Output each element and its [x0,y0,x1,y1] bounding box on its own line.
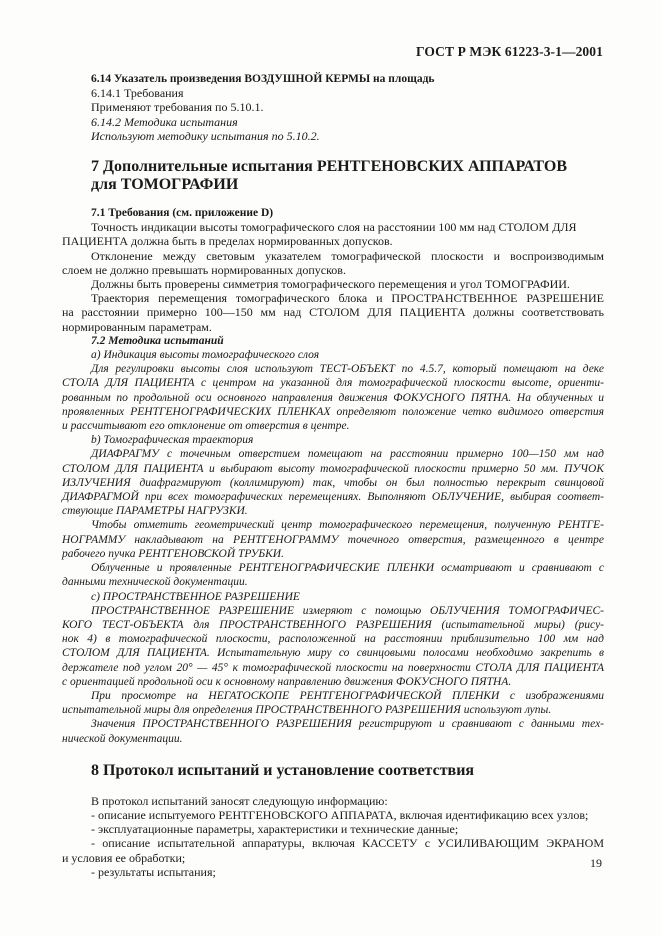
text-line: ДИАФРАГМУ с точечным отверстием помещают на расстоянии примерно 100—150 мм над [91,448,604,461]
list-item: - описание испытуемого РЕНТГЕНОВСКОГО АППАРАТА, включая идентификацию всех узлов; [91,807,589,822]
list-item: - результаты испытания; [91,864,216,879]
text-line: Отклонение между световым указателем томографической плоскости и воспроизводимым [91,248,604,263]
text-line: Должны быть проверены симметрия томографического перемещения и угол ТОМОГРАФИИ. [91,277,570,292]
text-line: слоем не должно превышать нормированных допусков. [62,262,346,277]
section-7-1-title: 7.1 Требования (см. приложение D) [91,207,274,220]
page-content [62,72,604,879]
text-line: ДИАФРАГМОЙ при всех томографических перемещениях. Выполняют ОБЛУЧЕНИЕ, выбирая соответ- [62,491,604,504]
running-header: ГОСТ Р МЭК 61223-3-1—2001 [416,44,603,59]
list-item: - эксплуатационные параметры, характеристики и технические данные; [91,822,459,837]
text-line: испытательной миры для определения ПРОСТРАНСТВЕННОГО РАЗРЕШЕНИЯ используют лупы. [62,704,552,717]
section-7-title-line2: для ТОМОГРАФИИ [91,176,239,194]
subsection-6-14-1-title: 6.14.1 Требования [91,86,184,101]
text-line: Траектория перемещения томографического блока и ПРОСТРАНСТВЕННОЕ РАЗРЕШЕНИЕ [91,291,604,306]
item-c-title: с) ПРОСТРАНСТВЕННОЕ РАЗРЕШЕНИЕ [91,590,300,603]
text-line: нормированным параметрам. [62,319,212,334]
text-line: с ориентацией продольной оси к основному направлению движения ФОКУСНОГО ПЯТНА. [62,675,512,688]
text-line: При просмотре на НЕГАТОСКОПЕ РЕНТГЕНОГРАФИЧЕСКОЙ ПЛЕНКИ с изображениями [91,689,604,702]
text-line: ПАЦИЕНТА должна быть в пределах нормированных допусков. [62,234,393,249]
paragraph: Используют методику испытания по 5.10.2. [91,128,320,143]
text-line: рованным по продольной оси основного направления движения ФОКУСНОГО ПЯТНА. На облученных и [62,391,604,404]
text-line: НОГРАММУ накладывают на РЕНТГЕНОГРАММУ точечного отверстия, размещенного в центре [62,533,604,546]
subsection-6-14-2-title: 6.14.2 Методика испытания [91,114,238,129]
paragraph: Применяют требования по 5.10.1. [91,100,264,115]
text-line: и условия ее обработки; [62,850,186,865]
text-line: Для регулировки высоты слоя используют ТЕСТ-ОБЪЕКТ по 4.5.7, который помещают на деке [91,363,604,376]
text-line: нок 4) в томографической плоскости, расположенной на расстоянии приблизительно 100 мм над [62,633,604,646]
text-line: и рассчитывают его отклонение от отверстия в центре. [62,420,350,433]
section-7-2-title: 7.2 Методика испытаний [91,334,224,347]
item-b-title: b) Томографическая траектория [91,434,254,447]
text-line: на расстоянии примерно 100—150 мм над СТОЛОМ ДЛЯ ПАЦИЕНТА должны соответствовать [62,305,604,320]
section-8-title: 8 Протокол испытаний и установление соответствия [91,761,475,779]
text-line: СТОЛА ДЛЯ ПАЦИЕНТА с центром на указанной для томографической плоскости высоте, ориенти- [62,377,604,390]
text-line: данными технической документации. [62,576,248,589]
page-number: 19 [590,856,602,870]
text-line: Облученные и проявленные РЕНТГЕНОГРАФИЧЕСКИЕ ПЛЕНКИ осматривают и сравнивают с [91,562,604,575]
list-item: - описание испытательной аппаратуры, включая КАССЕТУ с УСИЛИВАЮЩИМ ЭКРАНОМ [91,836,604,851]
text-line: нической документации. [62,732,183,745]
text-line: проявленных РЕНТГЕНОГРАФИЧЕСКИХ ПЛЕНКАХ определяют положение четко видимого отверстия [62,405,604,418]
text-line: ПРОСТРАНСТВЕННОЕ РАЗРЕШЕНИЕ измеряют с помощью ОБЛУЧЕНИЯ ТОМОГРАФИЧЕС- [91,604,604,617]
text-line: СТОЛОМ ДЛЯ ПАЦИЕНТА. Испытательную миру со свинцовыми полосами необходимо закрепить в [62,647,604,660]
section-6-14-title: 6.14 Указатель произведения ВОЗДУШНОЙ КЕРМЫ на площадь [91,73,435,85]
section-7-title-line1: 7 Дополнительные испытания РЕНТГЕНОВСКИХ АППАРАТОВ [91,158,568,176]
text-line: Точность индикации высоты томографического слоя на расстоянии 100 мм над СТОЛОМ ДЛЯ [91,220,577,235]
text-line: В протокол испытаний заносят следующую информацию: [91,793,388,808]
item-a-title: а) Индикация высоты томографического слоя [91,349,320,362]
text-line: СТОЛОМ ДЛЯ ПАЦИЕНТА и выбирают высоту томографической плоскости примерно 50 мм. ПУЧОК [62,462,604,475]
text-line: держателе под углом 20° — 45° к томографической плоскости на поверхности СТОЛА ДЛЯ ПАЦИЕНТА [62,661,604,674]
text-line: КОГО ТЕСТ-ОБЪЕКТА для ПРОСТРАНСТВЕННОГО РАЗРЕШЕНИЯ (испытательной миры) (рису- [62,618,604,631]
text-line: ИЗЛУЧЕНИЯ диафрагмируют (коллимируют) так, чтобы он был полностью перекрыт свинцовой [62,476,604,489]
text-line: Чтобы отметить геометрический центр томографического перемещения, полученную РЕНТГЕ- [91,519,604,532]
text-line: рабочего пучка РЕНТГЕНОВСКОЙ ТРУБКИ. [62,547,284,560]
text-line: Значения ПРОСТРАНСТВЕННОГО РАЗРЕШЕНИЯ регистрируют и сравнивают с данными тех- [91,718,604,731]
text-line: ствующие ПАРАМЕТРЫ НАГРУЗКИ. [62,505,248,518]
